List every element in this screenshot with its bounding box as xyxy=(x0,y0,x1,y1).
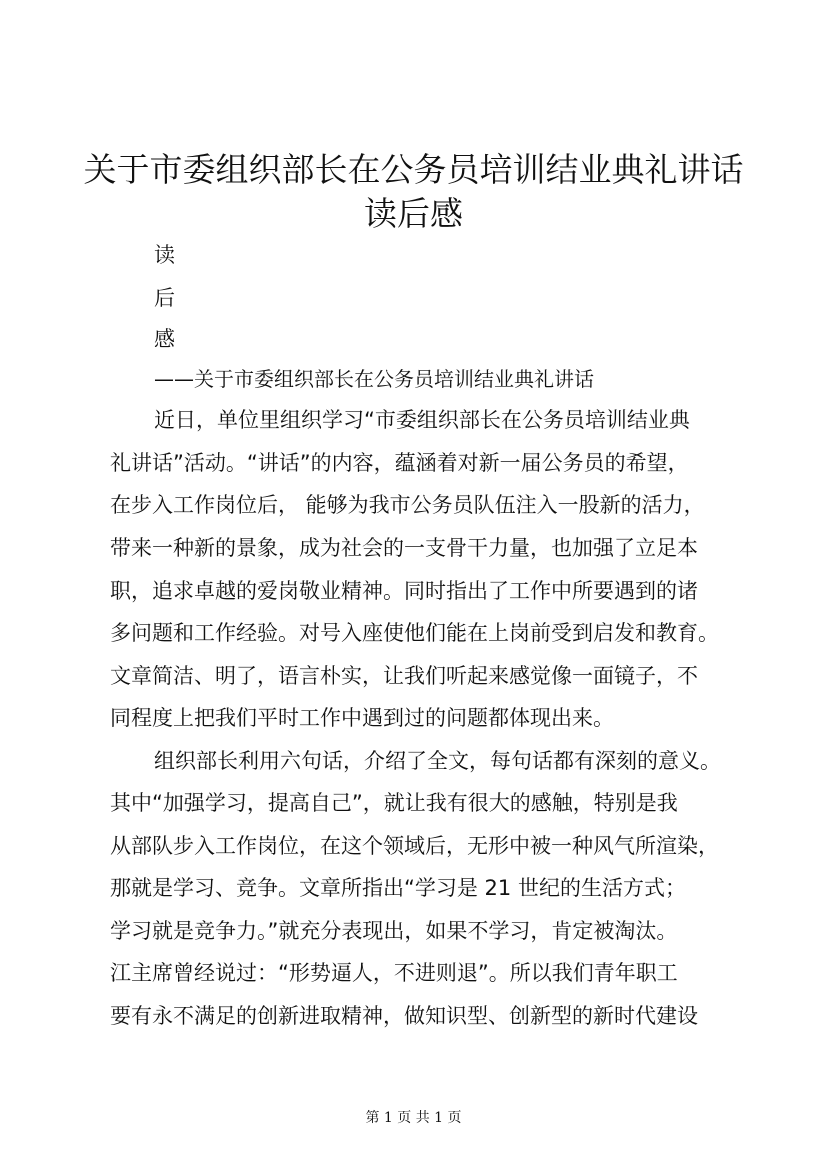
vertical-char-1: 读 xyxy=(154,243,175,267)
body-line: 职，追求卓越的爱岗敬业精神。同时指出了工作中所要遇到的诸 xyxy=(110,579,698,603)
vertical-char-3: 感 xyxy=(154,327,175,351)
body-line: 学习就是竞争力。”就充分表现出，如果不学习，肯定被淘汰。 xyxy=(110,919,678,943)
document-subtitle: ——关于市委组织部长在公务员培训结业典礼讲话 xyxy=(154,367,594,391)
body-line: 那就是学习、竞争。文章所指出“学习是 21 世纪的生活方式； xyxy=(110,876,686,900)
body-line: 多问题和工作经验。对号入座使他们能在上岗前受到启发和教育。 xyxy=(110,621,719,645)
body-line: 文章简洁、明了，语言朴实，让我们听起来感觉像一面镜子，不 xyxy=(110,664,698,688)
body-line: 从部队步入工作岗位，在这个领域后，无形中被一种风气所渲染， xyxy=(110,834,719,858)
body-line: 江主席曾经说过：“形势逼人，不进则退”。所以我们青年职工 xyxy=(110,961,678,985)
body-line: 其中“加强学习，提高自己”，就让我有很大的感触，特别是我 xyxy=(110,791,678,815)
body-line: 带来一种新的景象，成为社会的一支骨干力量，也加强了立足本 xyxy=(110,536,698,560)
body-line: 组织部长利用六句话，介绍了全文，每句话都有深刻的意义。 xyxy=(154,749,721,773)
document-title-line-1: 关于市委组织部长在公务员培训结业典礼讲话 xyxy=(83,150,744,189)
body-line: 要有永不满足的创新进取精神，做知识型、创新型的新时代建设 xyxy=(110,1004,698,1028)
body-line: 近日，单位里组织学习“市委组织部长在公务员培训结业典 xyxy=(154,408,690,432)
body-line: 在步入工作岗位后， 能够为我市公务员队伍注入一股新的活力， xyxy=(110,493,705,517)
vertical-char-2: 后 xyxy=(154,286,175,310)
page-footer: 第 1 页 共 1 页 xyxy=(365,1110,462,1126)
body-line: 礼讲话”活动。“讲话”的内容，蕴涵着对新一届公务员的希望， xyxy=(110,451,689,475)
document-title-line-2: 读后感 xyxy=(364,194,463,233)
body-line: 同程度上把我们平时工作中遇到过的问题都体现出来。 xyxy=(110,706,614,730)
